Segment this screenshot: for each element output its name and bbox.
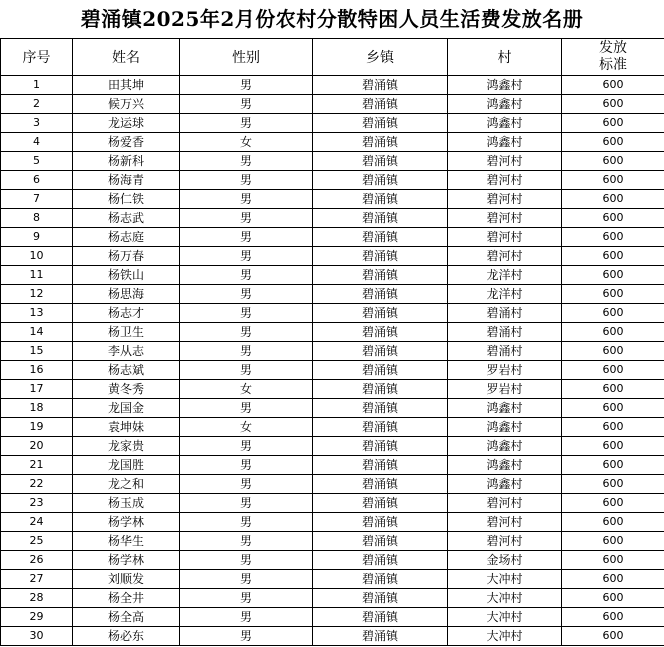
cell-town: 碧涌镇 (313, 76, 448, 95)
cell-standard: 600 (562, 570, 664, 589)
cell-gender: 女 (180, 380, 313, 399)
cell-name: 龙之和 (73, 475, 180, 494)
cell-village: 龙洋村 (448, 266, 562, 285)
cell-village: 碧河村 (448, 532, 562, 551)
table-row (1, 456, 664, 475)
cell-village: 碧涌村 (448, 323, 562, 342)
cell-seq: 2 (1, 95, 73, 114)
cell-town: 碧涌镇 (313, 532, 448, 551)
cell-village: 大冲村 (448, 570, 562, 589)
table-row (1, 209, 664, 228)
cell-standard: 600 (562, 513, 664, 532)
cell-seq: 26 (1, 551, 73, 570)
table-row (1, 304, 664, 323)
header-standard-line2: 标准 (599, 57, 627, 73)
cell-village: 鸿鑫村 (448, 95, 562, 114)
cell-seq: 25 (1, 532, 73, 551)
cell-standard: 600 (562, 247, 664, 266)
cell-town: 碧涌镇 (313, 133, 448, 152)
table-body (1, 76, 664, 646)
cell-seq: 17 (1, 380, 73, 399)
cell-standard: 600 (562, 456, 664, 475)
cell-seq: 22 (1, 475, 73, 494)
cell-town: 碧涌镇 (313, 95, 448, 114)
cell-town: 碧涌镇 (313, 285, 448, 304)
cell-seq: 14 (1, 323, 73, 342)
table-row (1, 627, 664, 646)
cell-town: 碧涌镇 (313, 209, 448, 228)
cell-village: 鸿鑫村 (448, 418, 562, 437)
cell-standard: 600 (562, 190, 664, 209)
cell-gender: 男 (180, 551, 313, 570)
cell-standard: 600 (562, 494, 664, 513)
cell-town: 碧涌镇 (313, 456, 448, 475)
cell-village: 碧涌村 (448, 342, 562, 361)
cell-standard: 600 (562, 152, 664, 171)
table-row (1, 95, 664, 114)
cell-standard: 600 (562, 323, 664, 342)
cell-seq: 19 (1, 418, 73, 437)
cell-seq: 23 (1, 494, 73, 513)
cell-village: 罗岩村 (448, 380, 562, 399)
cell-standard: 600 (562, 95, 664, 114)
cell-standard: 600 (562, 266, 664, 285)
cell-name: 杨志才 (73, 304, 180, 323)
cell-gender: 男 (180, 266, 313, 285)
cell-village: 碧河村 (448, 247, 562, 266)
cell-town: 碧涌镇 (313, 190, 448, 209)
cell-seq: 28 (1, 589, 73, 608)
cell-seq: 5 (1, 152, 73, 171)
cell-name: 黄冬秀 (73, 380, 180, 399)
cell-name: 杨全高 (73, 608, 180, 627)
cell-seq: 27 (1, 570, 73, 589)
cell-village: 大冲村 (448, 589, 562, 608)
table-row (1, 608, 664, 627)
cell-name: 杨玉成 (73, 494, 180, 513)
header-name: 姓名 (73, 39, 180, 76)
cell-town: 碧涌镇 (313, 114, 448, 133)
cell-town: 碧涌镇 (313, 323, 448, 342)
table-row (1, 418, 664, 437)
cell-name: 杨华生 (73, 532, 180, 551)
cell-gender: 男 (180, 456, 313, 475)
cell-standard: 600 (562, 133, 664, 152)
header-seq: 序号 (1, 39, 73, 76)
cell-town: 碧涌镇 (313, 513, 448, 532)
cell-name: 龙家贵 (73, 437, 180, 456)
header-gender: 性别 (180, 39, 313, 76)
cell-gender: 男 (180, 247, 313, 266)
cell-town: 碧涌镇 (313, 342, 448, 361)
cell-village: 鸿鑫村 (448, 475, 562, 494)
header-standard (562, 39, 664, 76)
cell-name: 杨仁铁 (73, 190, 180, 209)
cell-name: 杨志武 (73, 209, 180, 228)
cell-name: 杨学林 (73, 513, 180, 532)
cell-gender: 男 (180, 304, 313, 323)
table-row (1, 513, 664, 532)
cell-gender: 男 (180, 361, 313, 380)
cell-town: 碧涌镇 (313, 551, 448, 570)
cell-gender: 男 (180, 532, 313, 551)
cell-town: 碧涌镇 (313, 475, 448, 494)
cell-name: 龙运球 (73, 114, 180, 133)
cell-standard: 600 (562, 475, 664, 494)
cell-name: 杨思海 (73, 285, 180, 304)
cell-town: 碧涌镇 (313, 418, 448, 437)
header-town: 乡镇 (313, 39, 448, 76)
cell-seq: 4 (1, 133, 73, 152)
cell-village: 金场村 (448, 551, 562, 570)
table-row (1, 266, 664, 285)
cell-village: 龙洋村 (448, 285, 562, 304)
cell-name: 杨全井 (73, 589, 180, 608)
cell-seq: 15 (1, 342, 73, 361)
cell-gender: 男 (180, 589, 313, 608)
cell-standard: 600 (562, 627, 664, 646)
cell-gender: 男 (180, 513, 313, 532)
table-row (1, 361, 664, 380)
cell-standard: 600 (562, 551, 664, 570)
cell-village: 大冲村 (448, 608, 562, 627)
cell-gender: 男 (180, 627, 313, 646)
cell-town: 碧涌镇 (313, 380, 448, 399)
cell-name: 杨铁山 (73, 266, 180, 285)
cell-standard: 600 (562, 209, 664, 228)
cell-standard: 600 (562, 228, 664, 247)
cell-standard: 600 (562, 437, 664, 456)
cell-standard: 600 (562, 171, 664, 190)
cell-gender: 女 (180, 418, 313, 437)
table-row (1, 589, 664, 608)
cell-name: 杨志庭 (73, 228, 180, 247)
table-row (1, 171, 664, 190)
cell-town: 碧涌镇 (313, 589, 448, 608)
table-row (1, 399, 664, 418)
cell-gender: 男 (180, 285, 313, 304)
header-village: 村 (448, 39, 562, 76)
cell-village: 碧河村 (448, 152, 562, 171)
cell-seq: 18 (1, 399, 73, 418)
table-row (1, 228, 664, 247)
cell-gender: 男 (180, 323, 313, 342)
table-row (1, 437, 664, 456)
cell-name: 田其坤 (73, 76, 180, 95)
cell-seq: 13 (1, 304, 73, 323)
cell-gender: 男 (180, 209, 313, 228)
cell-village: 鸿鑫村 (448, 133, 562, 152)
cell-gender: 男 (180, 114, 313, 133)
cell-town: 碧涌镇 (313, 608, 448, 627)
header-standard-line1: 发放 (599, 40, 627, 56)
table-row (1, 133, 664, 152)
cell-name: 杨志斌 (73, 361, 180, 380)
cell-town: 碧涌镇 (313, 247, 448, 266)
cell-standard: 600 (562, 342, 664, 361)
cell-gender: 男 (180, 95, 313, 114)
cell-village: 碧涌村 (448, 304, 562, 323)
cell-name: 李从志 (73, 342, 180, 361)
table-row (1, 475, 664, 494)
table-row (1, 570, 664, 589)
cell-village: 碧河村 (448, 513, 562, 532)
cell-seq: 29 (1, 608, 73, 627)
table-row (1, 551, 664, 570)
cell-village: 碧河村 (448, 494, 562, 513)
cell-standard: 600 (562, 589, 664, 608)
cell-town: 碧涌镇 (313, 494, 448, 513)
cell-seq: 11 (1, 266, 73, 285)
cell-gender: 男 (180, 608, 313, 627)
cell-gender: 男 (180, 342, 313, 361)
cell-seq: 24 (1, 513, 73, 532)
cell-seq: 20 (1, 437, 73, 456)
cell-village: 碧河村 (448, 209, 562, 228)
cell-seq: 1 (1, 76, 73, 95)
document-title: 碧涌镇2025年2月份农村分散特困人员生活费发放名册 (80, 7, 584, 31)
roster-table (0, 38, 664, 646)
cell-town: 碧涌镇 (313, 228, 448, 247)
cell-name: 杨万春 (73, 247, 180, 266)
table-row (1, 114, 664, 133)
cell-town: 碧涌镇 (313, 437, 448, 456)
cell-seq: 21 (1, 456, 73, 475)
cell-seq: 7 (1, 190, 73, 209)
table-row (1, 532, 664, 551)
cell-seq: 3 (1, 114, 73, 133)
table-row (1, 152, 664, 171)
cell-village: 鸿鑫村 (448, 456, 562, 475)
table-row (1, 247, 664, 266)
cell-seq: 6 (1, 171, 73, 190)
table-row (1, 285, 664, 304)
cell-name: 杨新科 (73, 152, 180, 171)
cell-gender: 男 (180, 437, 313, 456)
cell-name: 刘顺发 (73, 570, 180, 589)
cell-name: 杨海青 (73, 171, 180, 190)
cell-standard: 600 (562, 304, 664, 323)
table-row (1, 76, 664, 95)
cell-gender: 男 (180, 494, 313, 513)
cell-town: 碧涌镇 (313, 266, 448, 285)
cell-gender: 男 (180, 190, 313, 209)
cell-standard: 600 (562, 114, 664, 133)
cell-gender: 男 (180, 570, 313, 589)
cell-village: 鸿鑫村 (448, 399, 562, 418)
cell-town: 碧涌镇 (313, 152, 448, 171)
cell-village: 鸿鑫村 (448, 114, 562, 133)
cell-town: 碧涌镇 (313, 399, 448, 418)
cell-name: 杨卫生 (73, 323, 180, 342)
cell-gender: 男 (180, 76, 313, 95)
cell-gender: 女 (180, 133, 313, 152)
cell-village: 鸿鑫村 (448, 76, 562, 95)
cell-name: 龙国胜 (73, 456, 180, 475)
cell-seq: 12 (1, 285, 73, 304)
cell-gender: 男 (180, 152, 313, 171)
cell-name: 袁坤妹 (73, 418, 180, 437)
cell-town: 碧涌镇 (313, 570, 448, 589)
cell-name: 杨必东 (73, 627, 180, 646)
cell-name: 候万兴 (73, 95, 180, 114)
cell-standard: 600 (562, 380, 664, 399)
table-row (1, 342, 664, 361)
table-row (1, 380, 664, 399)
cell-gender: 男 (180, 399, 313, 418)
cell-name: 杨爱香 (73, 133, 180, 152)
table-header-row (1, 39, 664, 76)
cell-village: 碧河村 (448, 228, 562, 247)
cell-town: 碧涌镇 (313, 304, 448, 323)
cell-standard: 600 (562, 532, 664, 551)
cell-seq: 8 (1, 209, 73, 228)
cell-town: 碧涌镇 (313, 627, 448, 646)
cell-standard: 600 (562, 361, 664, 380)
table-row (1, 494, 664, 513)
cell-village: 罗岩村 (448, 361, 562, 380)
cell-village: 鸿鑫村 (448, 437, 562, 456)
cell-seq: 16 (1, 361, 73, 380)
cell-gender: 男 (180, 475, 313, 494)
cell-town: 碧涌镇 (313, 171, 448, 190)
table-row (1, 323, 664, 342)
cell-standard: 600 (562, 418, 664, 437)
cell-standard: 600 (562, 399, 664, 418)
cell-standard: 600 (562, 608, 664, 627)
table-row (1, 190, 664, 209)
cell-village: 碧河村 (448, 190, 562, 209)
cell-seq: 9 (1, 228, 73, 247)
cell-standard: 600 (562, 76, 664, 95)
cell-village: 大冲村 (448, 627, 562, 646)
cell-gender: 男 (180, 228, 313, 247)
cell-town: 碧涌镇 (313, 361, 448, 380)
cell-gender: 男 (180, 171, 313, 190)
cell-name: 杨学林 (73, 551, 180, 570)
cell-seq: 10 (1, 247, 73, 266)
cell-village: 碧河村 (448, 171, 562, 190)
cell-name: 龙国金 (73, 399, 180, 418)
cell-seq: 30 (1, 627, 73, 646)
cell-standard: 600 (562, 285, 664, 304)
